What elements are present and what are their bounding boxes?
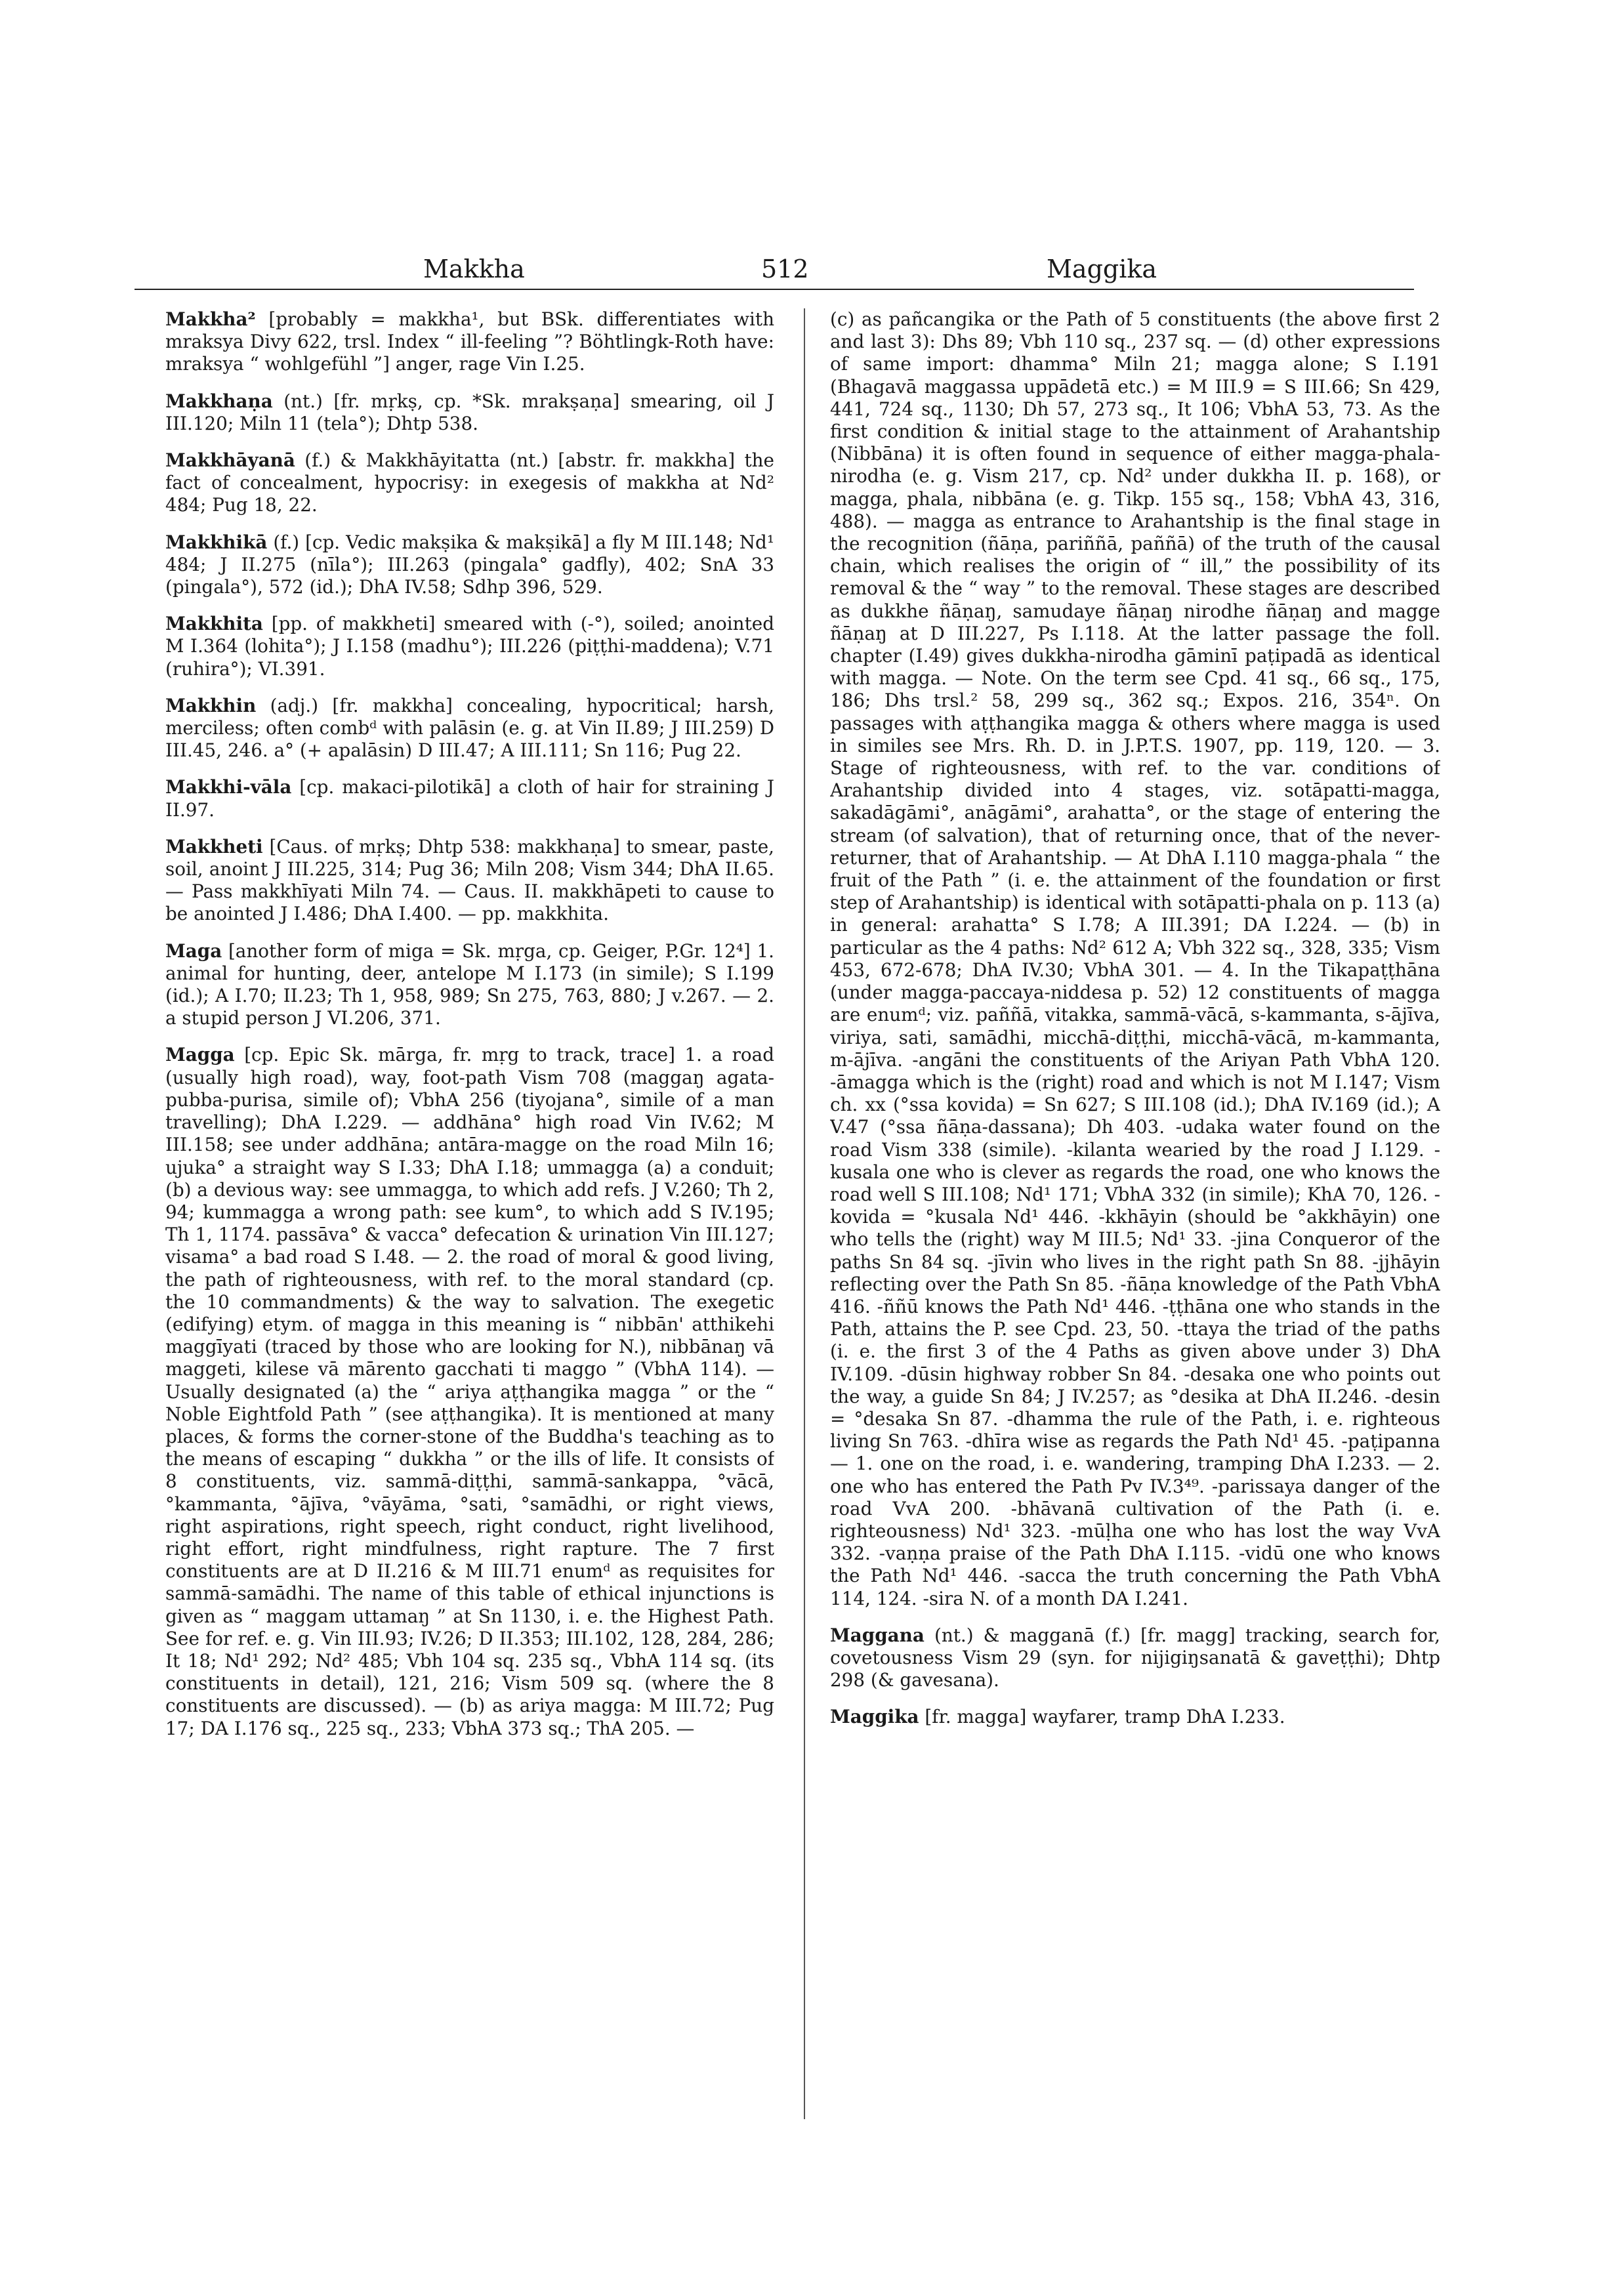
- right-column: [830, 308, 1440, 2264]
- entry-text: (nt.) [fr. mṛkṣ, cp. *Sk. mrakṣaṇa] smearing, oil J III.120; Miln 11 (tela°); Dhtp 538.: [165, 390, 774, 434]
- entry-text: (adj.) [fr. makkha] concealing, hypocritical; harsh, merciless; often combᵈ with palāsin (e. g. at Vin II.89; J III.259) D III.45, 246. a° (+ apalāsin) D III.47; A III.111; Sn 116; Pug 22.: [165, 694, 774, 762]
- entry-text: (c) as pañcangika or the Path of 5 constituents (the above first 2 and last 3): Dhs 89; Vbh 110 sq., 237 sq. — (d) other expressions of same import: dhamma° Miln 21; magga alone; S I.191 (Bhagavā maggassa uppādetā etc.) = M III.9 = S III.66; Sn 429, 441, 724 sq., 1130; Dh 57, 273 sq., It 106; VbhA 53, 73. As the first condition & initial stage to the attainment of Arahantship (Nibbāna) it is often found in sequence of either magga-phala-nirodha (e. g. Vism 217, cp. Nd² under dukkha II. p. 168), or magga, phala, nibbāna (e. g. Tikp. 155 sq., 158; VbhA 43, 316, 488). — magga as entrance to Arahantship is the final stage in the recognition (ñāṇa, pariññā, paññā) of the truth of the causal chain, which realises the origin of “ ill,” the possibility of its removal & the “ way ” to the removal. These stages are described as dukkhe ñāṇaŋ, samudaye ñāṇaŋ nirodhe ñāṇaŋ and magge ñāṇaŋ at D III.227, Ps I.118. At the latter passage the foll. chapter (I.49) gives dukkha-nirodha gāminī paṭipadā as identical with magga. — Note. On the term see Cpd. 41 sq., 66 sq., 175, 186; Dhs trsl.² 58, 299 sq., 362 sq.; Expos. 216, 354ⁿ. On passages with aṭṭhangika magga & others where magga is used in similes see Mrs. Rh. D. in J.P.T.S. 1907, pp. 119, 120. — 3. Stage of righteousness, with ref. to the var. conditions of Arahantship divided into 4 stages, viz. sotāpatti-magga, sakadāgāmi°, anāgāmi°, arahatta°, or the stage of entering the stream (of salvation), that of returning once, that of the never-returner, that of Arahantship. — At DhA I.110 magga-phala “ the fruit of the Path ” (i. e. the attainment of the foundation or first step of Arahantship) is identical with sotāpatti-phala on p. 113 (a) in general: arahatta° S I.78; A III.391; DA I.224. — (b) in particular as the 4 paths: Nd² 612 A; Vbh 322 sq., 328, 335; Vism 453, 672-678; DhA IV.30; VbhA 301. — 4. In the Tikapaṭṭhāna (under magga-paccaya-niddesa p. 52) 12 constituents of magga are enumᵈ; viz. paññā, vitakka, sammā-vācā, s-kammanta, s-ājīva, viriya, sati, samādhi, micchā-diṭṭhi, micchā-vācā, m-kammanta, m-ājīva. -angāni the constituents of the Ariyan Path VbhA 120. -āmagga which is the (right) road and which is not M I.147; Vism ch. xx (°ssa kovida) = Sn 627; S III.108 (id.); DhA IV.169 (id.); A V.47 (°ssa ñāṇa-dassana); Dh 403. -udaka water found on the road Vism 338 (simile). -kilanta wearied by the road J I.129. -kusala one who is clever as regards the road, one who knows the road well S III.108; Nd¹ 171; VbhA 332 (in simile); KhA 70, 126. -kovida = °kusala Nd¹ 446. -kkhāyin (should be °akkhāyin) one who tells the (right) way M III.5; Nd¹ 33. -jina Conqueror of the paths Sn 84 sq. -jīvin who lives in the right path Sn 88. -jjhāyin reflecting over the Path Sn 85. -ñāṇa knowledge of the Path VbhA 416. -ññū knows the Path Nd¹ 446. -ṭṭhāna one who stands in the Path, attains the P. see Cpd. 23, 50. -ttaya the triad of the paths (i. e. the first 3 of the 4 Paths as given above under 3) DhA IV.109. -dūsin highway robber Sn 84. -desaka one who points out the way, a guide Sn 84; J IV.257; as °desika at DhA II.246. -desin = °desaka Sn 87. -dhamma the rule of the Path, i. e. righteous living Sn 763. -dhīra wise as regards the Path Nd¹ 45. -paṭipanna — 1. one on the road, i. e. wandering, tramping DhA I.233. — 2. one who has entered the Path Pv IV.3⁴⁹. -parissaya danger of the road VvA 200. -bhāvanā cultivation of the Path (i. e. righteousness) Nd¹ 323. -mūḷha one who has lost the way VvA 332. -vaṇṇa praise of the Path DhA I.115. -vidū one who knows the Path Nd¹ 446. -sacca the truth concerning the Path VbhA 114, 124. -sira N. of a month DA I.241.: [830, 308, 1440, 1609]
- entry-text: [Caus. of mṛkṣ; Dhtp 538: makkhaṇa] to smear, paste, soil, anoint J III.225, 314; Pug 36; Miln 208; Vism 344; DhA II.65. — Pass makkhīyati Miln 74. — Caus. II. makkhāpeti to cause to be anointed J I.486; DhA I.400. — pp. makkhita.: [165, 835, 774, 925]
- headword: Makkhāyanā: [165, 449, 295, 472]
- dictionary-entry: [165, 308, 774, 376]
- page-header: [135, 248, 1421, 300]
- entry-text: (nt.) & magganā (f.) [fr. magg] tracking, search for, covetousness Vism 29 (syn. for nijigiŋsanatā & gaveṭṭhi); Dhtp 298 (& gavesana).: [830, 1624, 1440, 1691]
- header-rule: [135, 289, 1414, 290]
- entry-text: (f.) [cp. Vedic makṣika & makṣikā] a fly M III.148; Nd¹ 484; J II.275 (nīla°); III.263 (pingala° gadfly), 402; SnA 33 (pingala°), 572 (id.); DhA IV.58; Sdhp 396, 529.: [165, 531, 774, 598]
- headword: Makkheti: [165, 835, 263, 858]
- headword: Magga: [165, 1044, 235, 1066]
- left-running-head: Makkha: [423, 255, 525, 283]
- entry-text: [probably = makkha¹, but BSk. differentiates with mraksya Divy 622, trsl. Index “ ill-feeling ”? Böhtlingk-Roth have: mraksya “ wohlgefühl ”] anger, rage Vin I.25.: [165, 308, 774, 375]
- dictionary-entry: [165, 531, 774, 599]
- dictionary-entry: [165, 613, 774, 680]
- headword: Makkhin: [165, 694, 257, 716]
- entry-text: [another form of miga = Sk. mṛga, cp. Geiger, P.Gr. 12⁴] 1. animal for hunting, deer, antelope M I.173 (in simile); S I.199 (id.); A I.70; II.23; Th 1, 958, 989; Sn 275, 763, 880; J v.267. — 2. a stupid person J VI.206, 371.: [165, 940, 774, 1029]
- headword: Makkhi-vāla: [165, 776, 292, 798]
- entry-text: (f.) & Makkhāyitatta (nt.) [abstr. fr. makkha] the fact of concealment, hypocrisy: in exegesis of makkha at Nd² 484; Pug 18, 22.: [165, 449, 774, 516]
- left-column: [165, 308, 774, 2264]
- headword: Makkhikā: [165, 531, 268, 553]
- headword: Makkhaṇa: [165, 390, 273, 412]
- entry-text: [fr. magga] wayfarer, tramp DhA I.233.: [925, 1706, 1285, 1728]
- entry-text: [pp. of makkheti] smeared with (-°), soiled; anointed M I.364 (lohita°); J I.158 (madhu°); III.226 (piṭṭhi-maddena); V.71 (ruhira°); VI.391.: [165, 613, 774, 680]
- dictionary-entry: [830, 1706, 1440, 1728]
- dictionary-entry: [165, 390, 774, 435]
- entry-text: [cp. makaci-pilotikā] a cloth of hair for straining J II.97.: [165, 776, 774, 821]
- dictionary-entry: [165, 1044, 774, 1739]
- right-running-head: Maggika: [1047, 255, 1157, 283]
- headword: Maggana: [830, 1624, 925, 1646]
- headword: Makkha²: [165, 308, 256, 330]
- dictionary-entry-continuation: [830, 308, 1440, 1610]
- dictionary-entry: [165, 449, 774, 517]
- dictionary-entry: [165, 836, 774, 926]
- headword: Maggika: [830, 1706, 919, 1728]
- dictionary-entry: [165, 776, 774, 821]
- dictionary-entry: [165, 940, 774, 1030]
- dictionary-entry: [830, 1624, 1440, 1692]
- column-divider: [804, 308, 805, 2119]
- page-number: 512: [761, 255, 809, 283]
- headword: Makkhita: [165, 613, 263, 635]
- dictionary-entry: [165, 695, 774, 762]
- entry-text: [cp. Epic Sk. mārga, fr. mṛg to track, trace] 1. a road (usually high road), way, foot-path Vism 708 (maggaŋ agata-pubba-purisa, simile of); VbhA 256 (tiyojana°, simile of a man travelling); DhA I.229. — addhāna° high road Vin IV.62; M III.158; see under addhāna; antāra-magge on the road Miln 16; ujuka° a straight way S I.33; DhA I.18; ummagga (a) a conduit; (b) a devious way: see ummagga, to which add refs. J V.260; Th 2, 94; kummagga a wrong path: see kum°, to which add S IV.195; Th 1, 1174. passāva° & vacca° defecation & urination Vin III.127; visama° a bad road S I.48. — 2. the road of moral & good living, the path of righteousness, with ref. to the moral standard (cp. the 10 commandments) & the way to salvation. The exegetic (edifying) etym. of magga in this meaning is “ nibbān' atthikehi maggīyati (traced by those who are looking for N.), nibbānaŋ vā maggeti, kilese vā mārento gacchati ti maggo ” (VbhA 114). — Usually designated (a) the “ ariya aṭṭhangika magga ” or the “ Noble Eightfold Path ” (see aṭṭhangika). It is mentioned at many places, & forms the corner-stone of the Buddha's teaching as to the means of escaping “ dukkha ” or the ills of life. It consists of 8 constituents, viz. sammā-diṭṭhi, sammā-sankappa, °vācā, °kammanta, °ājīva, °vāyāma, °sati, °samādhi, or right views, right aspirations, right speech, right conduct, right livelihood, right effort, right mindfulness, right rapture. The 7 first constituents are at D II.216 & M III.71 enumᵈ as requisites for sammā-samādhi. The name of this table of ethical injunctions is given as “ maggam uttamaŋ ” at Sn 1130, i. e. the Highest Path. See for ref. e. g. Vin III.93; IV.26; D II.353; III.102, 128, 284, 286; It 18; Nd¹ 292; Nd² 485; Vbh 104 sq. 235 sq., VbhA 114 sq. (its constituents in detail), 121, 216; Vism 509 sq. (where the 8 constituents are discussed). — (b) as ariya magga: M III.72; Pug 17; DA I.176 sq., 225 sq., 233; VbhA 373 sq.; ThA 205. —: [165, 1044, 774, 1739]
- headword: Maga: [165, 940, 222, 962]
